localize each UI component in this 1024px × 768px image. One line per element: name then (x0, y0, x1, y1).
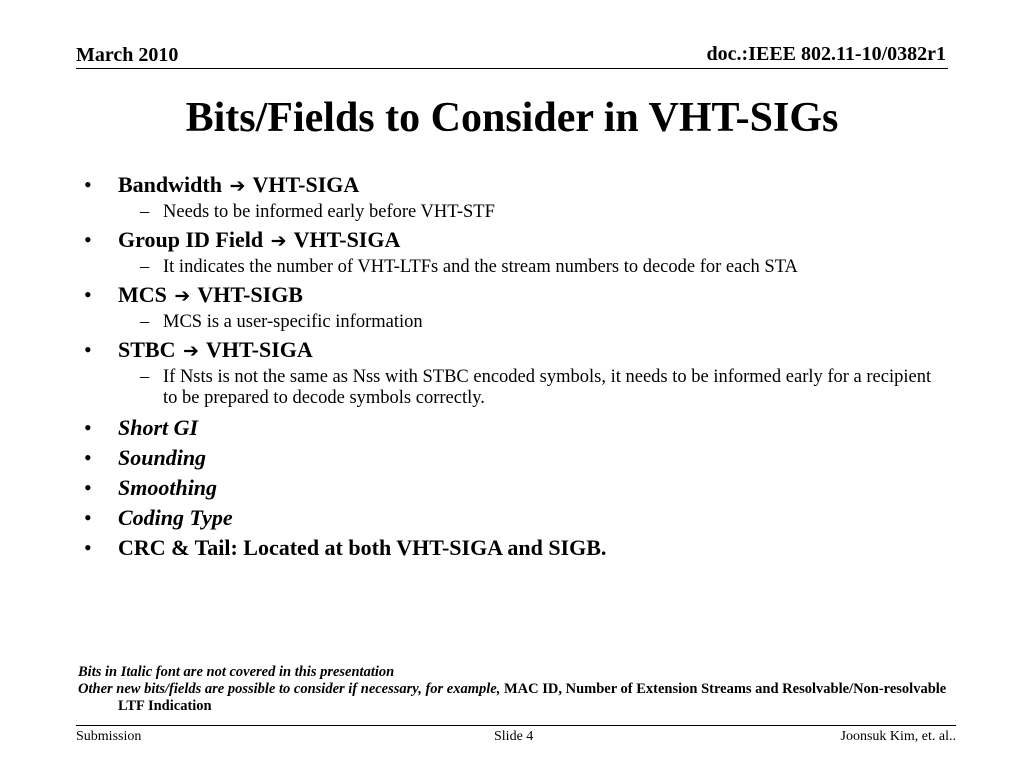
bullet-item-bandwidth (80, 172, 940, 199)
note-other-fields (78, 681, 948, 715)
item-label: Bandwidth (118, 172, 222, 197)
dash-glyph: – (140, 257, 150, 277)
sub-item-text: If Nsts is not the same as Nss with STBC encoded symbols, it needs to be informed early for a recipient to be prepared to decode symbols correctly. (163, 367, 932, 408)
note-text: Bits in Italic font are not covered in this presentation (78, 664, 395, 680)
footnotes (78, 664, 948, 715)
item-label: Short GI (118, 415, 199, 440)
bullet-glyph: • (84, 505, 92, 530)
sub-item-stbc (80, 367, 940, 409)
footer-rule (76, 725, 956, 726)
item-target: VHT-SIGA (206, 337, 313, 362)
right-arrow-icon: ➔ (270, 230, 287, 252)
sub-item-text: It indicates the number of VHT-LTFs and the stream numbers to decode for each STA (163, 257, 798, 277)
item-target: VHT-SIGA (293, 227, 401, 252)
slide-title: Bits/Fields to Consider in VHT-SIGs (185, 95, 839, 141)
bullet-glyph: • (84, 172, 92, 197)
footer-submission: Submission (76, 729, 142, 744)
bullet-glyph: • (84, 535, 92, 560)
bullet-glyph: • (84, 227, 92, 252)
bullet-glyph: • (84, 415, 92, 440)
item-label: STBC (118, 337, 176, 362)
note-bold-text: MAC ID, Number of Extension Streams and Resolvable/Non-resolvable LTF Indication (118, 681, 947, 714)
bullet-glyph: • (84, 282, 92, 307)
sub-item-text: MCS is a user-specific information (163, 312, 423, 332)
item-target: VHT-SIGB (197, 282, 303, 307)
item-label: Sounding (118, 445, 207, 470)
dash-glyph: – (140, 367, 150, 387)
header-date: March 2010 (76, 44, 179, 66)
right-arrow-icon: ➔ (182, 340, 199, 362)
sub-item-bandwidth (80, 202, 940, 223)
bullet-item-group-id (80, 227, 940, 254)
bullet-item-sounding (80, 445, 940, 471)
bullet-glyph: • (84, 445, 92, 470)
item-label: Group ID Field (118, 227, 264, 252)
sub-item-group-id (80, 257, 940, 278)
right-arrow-icon: ➔ (229, 175, 246, 197)
bullet-item-crc-tail (80, 535, 940, 561)
bullet-item-mcs (80, 282, 940, 309)
bullet-item-smoothing (80, 475, 940, 501)
bullet-item-stbc (80, 337, 940, 364)
item-label: CRC & Tail: Located at both VHT-SIGA and SIGB. (118, 535, 607, 560)
sub-item-mcs (80, 312, 940, 333)
bullet-glyph: • (84, 475, 92, 500)
bullet-item-coding-type (80, 505, 940, 531)
item-label: Coding Type (118, 505, 233, 530)
bullet-list (80, 172, 940, 561)
bullet-item-short-gi (80, 415, 940, 441)
bullet-glyph: • (84, 337, 92, 362)
right-arrow-icon: ➔ (174, 285, 191, 307)
item-target: VHT-SIGA (252, 172, 360, 197)
header-rule (76, 68, 948, 69)
item-label: MCS (118, 282, 167, 307)
note-italic-text: Other new bits/fields are possible to consider if necessary, for example, (78, 681, 501, 697)
footer-author: Joonsuk Kim, et. al.. (840, 729, 956, 744)
header-doc-id: doc.:IEEE 802.11-10/0382r1 (706, 43, 946, 65)
dash-glyph: – (140, 312, 150, 332)
note-italic-legend (78, 664, 948, 681)
footer-slide-number: Slide 4 (494, 729, 534, 744)
item-label: Smoothing (118, 475, 218, 500)
dash-glyph: – (140, 202, 150, 222)
sub-item-text: Needs to be informed early before VHT-STF (163, 202, 495, 222)
